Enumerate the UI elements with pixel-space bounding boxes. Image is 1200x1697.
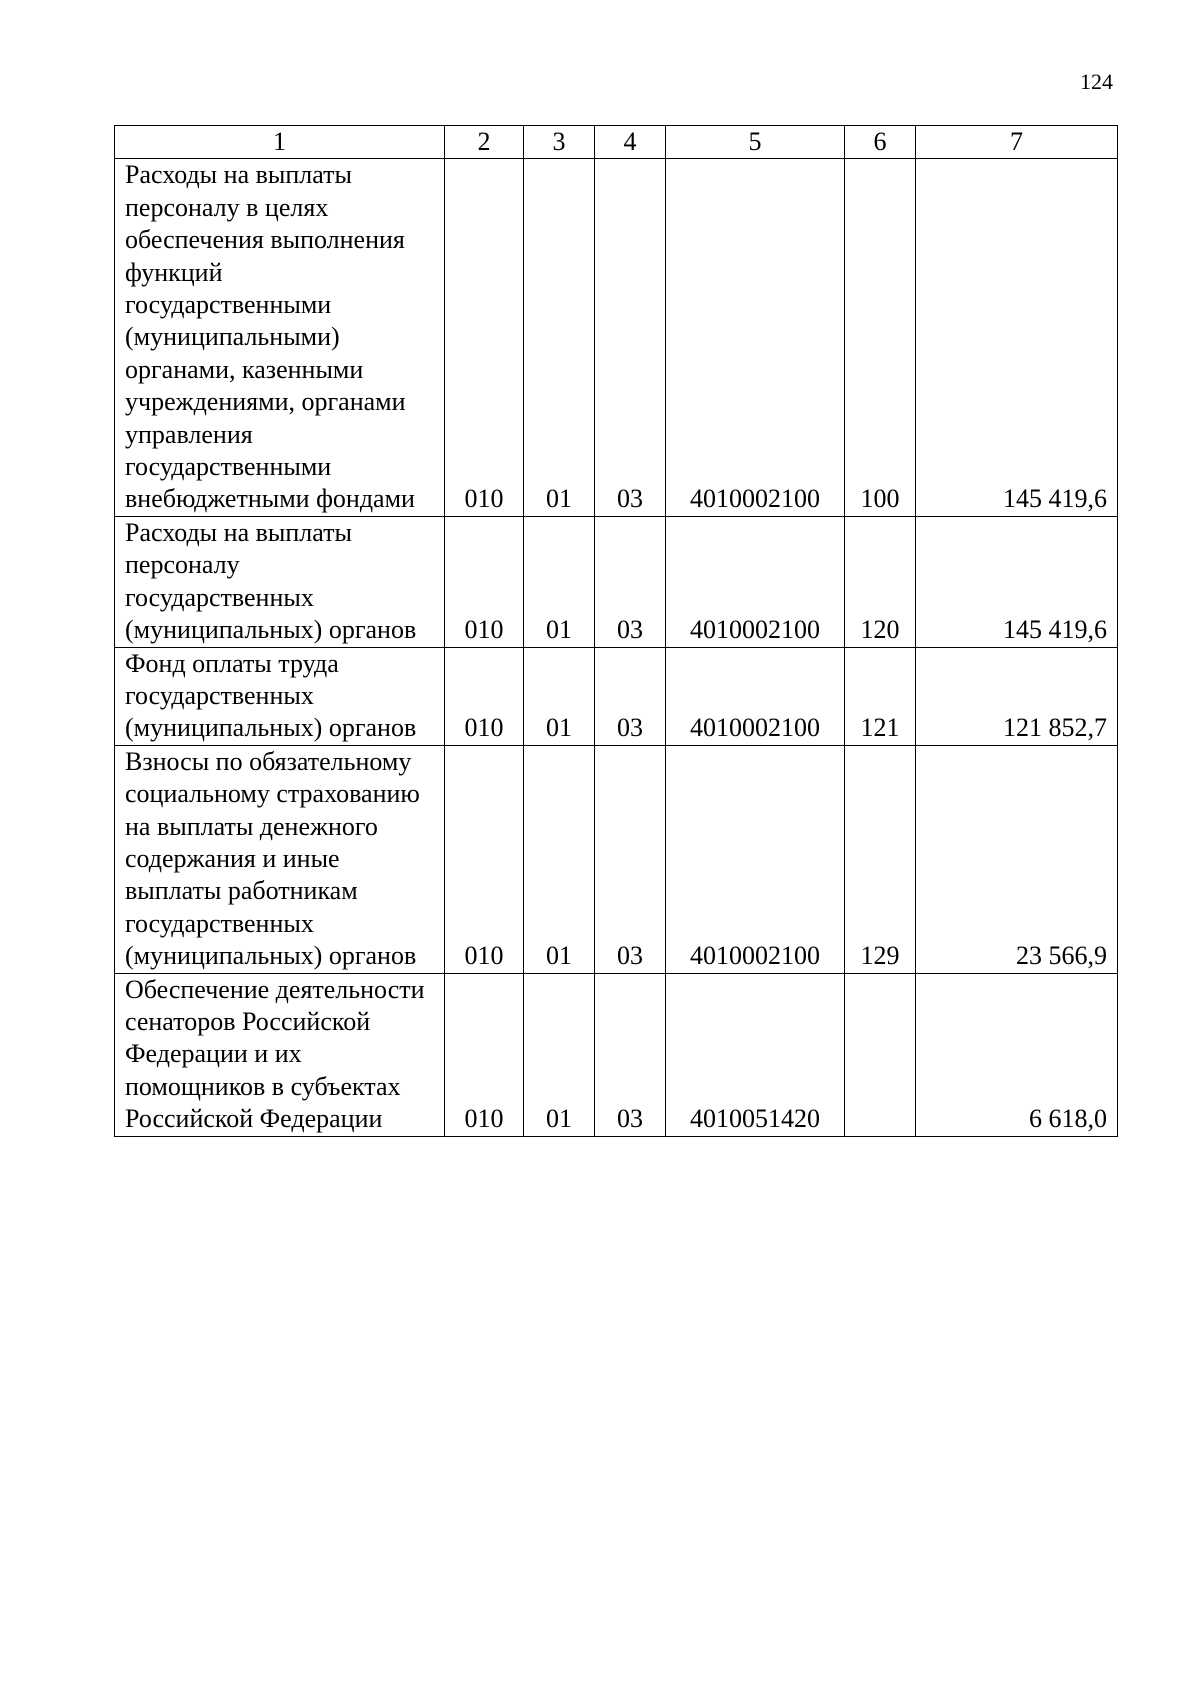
table-row: [115, 745, 1118, 973]
column-header: 7: [916, 126, 1118, 159]
subsection-cell: 03: [595, 516, 666, 647]
page-number: 124: [1080, 69, 1113, 94]
target-article-cell: 4010002100: [666, 159, 845, 516]
expense-name-cell: Расходы на выплаты персоналу в целях обеспечения выполнения функций государственными (муниципальными) органами, казенными учреждениями, органами управления государственными внебюджетными фондами: [115, 159, 445, 516]
budget-table: [114, 125, 1118, 1137]
section-cell: 01: [524, 647, 595, 745]
column-header: 2: [445, 126, 524, 159]
column-header: 1: [115, 126, 445, 159]
target-article-cell: 4010002100: [666, 745, 845, 973]
table-row: [115, 159, 1118, 516]
column-header: 5: [666, 126, 845, 159]
table-row: [115, 516, 1118, 647]
expense-name-cell: Расходы на выплаты персоналу государственных (муниципальных) органов: [115, 516, 445, 647]
target-article-cell: 4010002100: [666, 647, 845, 745]
target-article-cell: 4010051420: [666, 973, 845, 1136]
expense-name-cell: Взносы по обязательному социальному страхованию на выплаты денежного содержания и иные выплаты работникам государственных (муниципальных) органов: [115, 745, 445, 973]
amount-cell: 23 566,9: [916, 745, 1118, 973]
section-cell: 01: [524, 745, 595, 973]
subsection-cell: 03: [595, 647, 666, 745]
section-cell: 01: [524, 973, 595, 1136]
table-row: [115, 973, 1118, 1136]
expense-type-cell: 120: [845, 516, 916, 647]
amount-cell: 145 419,6: [916, 159, 1118, 516]
expense-type-cell: 121: [845, 647, 916, 745]
table-row: [115, 647, 1118, 745]
ministry-code-cell: 010: [445, 745, 524, 973]
section-cell: 01: [524, 159, 595, 516]
section-cell: 01: [524, 516, 595, 647]
table-header-row: [115, 126, 1118, 159]
expense-type-cell: 129: [845, 745, 916, 973]
ministry-code-cell: 010: [445, 159, 524, 516]
expense-name-cell: Фонд оплаты труда государственных (муниципальных) органов: [115, 647, 445, 745]
target-article-cell: 4010002100: [666, 516, 845, 647]
ministry-code-cell: 010: [445, 647, 524, 745]
ministry-code-cell: 010: [445, 516, 524, 647]
subsection-cell: 03: [595, 973, 666, 1136]
subsection-cell: 03: [595, 745, 666, 973]
column-header: 6: [845, 126, 916, 159]
expense-type-cell: [845, 973, 916, 1136]
ministry-code-cell: 010: [445, 973, 524, 1136]
column-header: 4: [595, 126, 666, 159]
amount-cell: 121 852,7: [916, 647, 1118, 745]
expense-name-cell: Обеспечение деятельности сенаторов Российской Федерации и их помощников в субъектах Российской Федерации: [115, 973, 445, 1136]
expense-type-cell: 100: [845, 159, 916, 516]
column-header: 3: [524, 126, 595, 159]
subsection-cell: 03: [595, 159, 666, 516]
amount-cell: 6 618,0: [916, 973, 1118, 1136]
amount-cell: 145 419,6: [916, 516, 1118, 647]
